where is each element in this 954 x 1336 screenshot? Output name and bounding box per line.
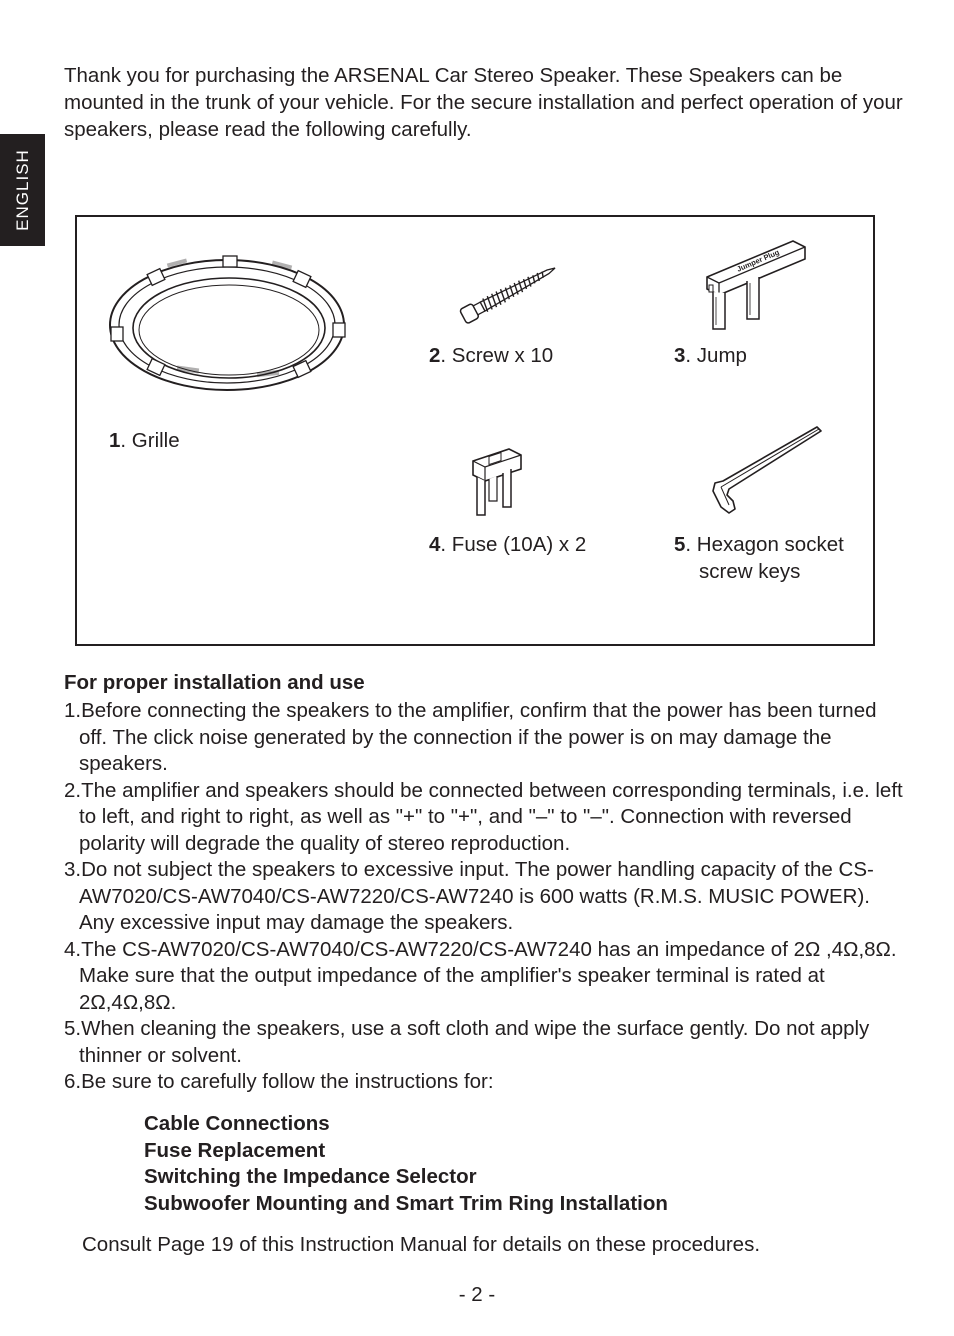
part-number-fuse: 4 — [429, 533, 441, 556]
fuse-icon — [469, 445, 525, 519]
instruction-item: 6.Be sure to carefully follow the instructions for: — [64, 1070, 494, 1093]
part-fuse — [469, 445, 525, 519]
instruction-item: 5.When cleaning the speakers, use a soft cloth and wipe the surface gently. Do not apply thinner or solvent. — [64, 1017, 870, 1067]
language-tab-label: ENGLISH — [12, 149, 32, 231]
part-number-grille: 1 — [109, 429, 121, 452]
instruction-item: 4.The CS-AW7020/CS-AW7040/CS-AW7220/CS-AW7240 has an impedance of 2Ω ,4Ω,8Ω. Make sure that the output impedance of the amplifier's speaker terminal is rated at 2Ω,4Ω,8Ω. — [64, 937, 897, 1014]
jumper-plug-text: Jumper Plug — [735, 247, 781, 274]
consult-note: Consult Page 19 of this Instruction Manual for details on these procedures. — [82, 1233, 761, 1256]
instruction-item: 2.The amplifier and speakers should be connected between corresponding terminals, i.e. left to left, and right to right, as well as "+" to "+", and "–" to "–". Connection with reversed polarity will degrade the quality of stereo reproduction. — [64, 778, 903, 855]
part-label-jumper: 3. Jump — [674, 344, 747, 367]
part-number-screw: 2 — [429, 344, 441, 367]
grille-ring-icon — [107, 253, 347, 393]
part-number-hex-key: 5 — [674, 533, 686, 556]
hex-key-icon — [707, 421, 827, 517]
part-number-jumper: 3 — [674, 344, 686, 367]
part-jumper — [701, 233, 811, 333]
part-label-fuse: 4. Fuse (10A) x 2 — [429, 533, 587, 556]
procedures-list — [144, 1111, 668, 1217]
section-title: For proper installation and use — [64, 671, 365, 694]
procedure-item: Cable Connections — [144, 1112, 330, 1135]
procedure-item: Subwoofer Mounting and Smart Trim Ring Installation — [144, 1191, 668, 1215]
part-label-screw: 2. Screw x 10 — [429, 344, 554, 367]
part-label-grille: 1. Grille — [109, 429, 180, 452]
part-screw — [455, 257, 565, 327]
instruction-item: 1.Before connecting the speakers to the amplifier, confirm that the power has been turned off. The click noise generated by the connection if the power is on may damage the speakers. — [64, 699, 877, 775]
intro-paragraph: Thank you for purchasing the ARSENAL Car Stereo Speaker. These Speakers can be mounted in the trunk of your vehicle. For the secure installation and perfect operation of your speakers, please read the following carefully. — [64, 64, 903, 141]
instruction-item: 3.Do not subject the speakers to excessive input. The power handling capacity of the CS-AW7020/CS-AW7040/CS-AW7220/CS-AW7240 is 600 watts (R.M.S. MUSIC POWER). Any excessive input may damage the speakers. — [64, 858, 874, 934]
procedure-item: Fuse Replacement — [144, 1138, 326, 1162]
page-number: - 2 - — [458, 1283, 496, 1306]
procedure-item: Switching the Impedance Selector — [144, 1165, 477, 1188]
language-tab — [0, 134, 45, 246]
part-grille — [107, 253, 347, 393]
parts-list-box — [75, 215, 875, 646]
jumper-plug-icon — [701, 233, 811, 333]
instructions-list — [64, 698, 909, 1096]
part-label-hex-key: 5. Hexagon socket screw keys — [674, 533, 844, 583]
part-hex-key — [707, 421, 827, 517]
part-label-hex-key-line2: screw keys — [699, 560, 801, 583]
screw-icon — [455, 257, 565, 327]
